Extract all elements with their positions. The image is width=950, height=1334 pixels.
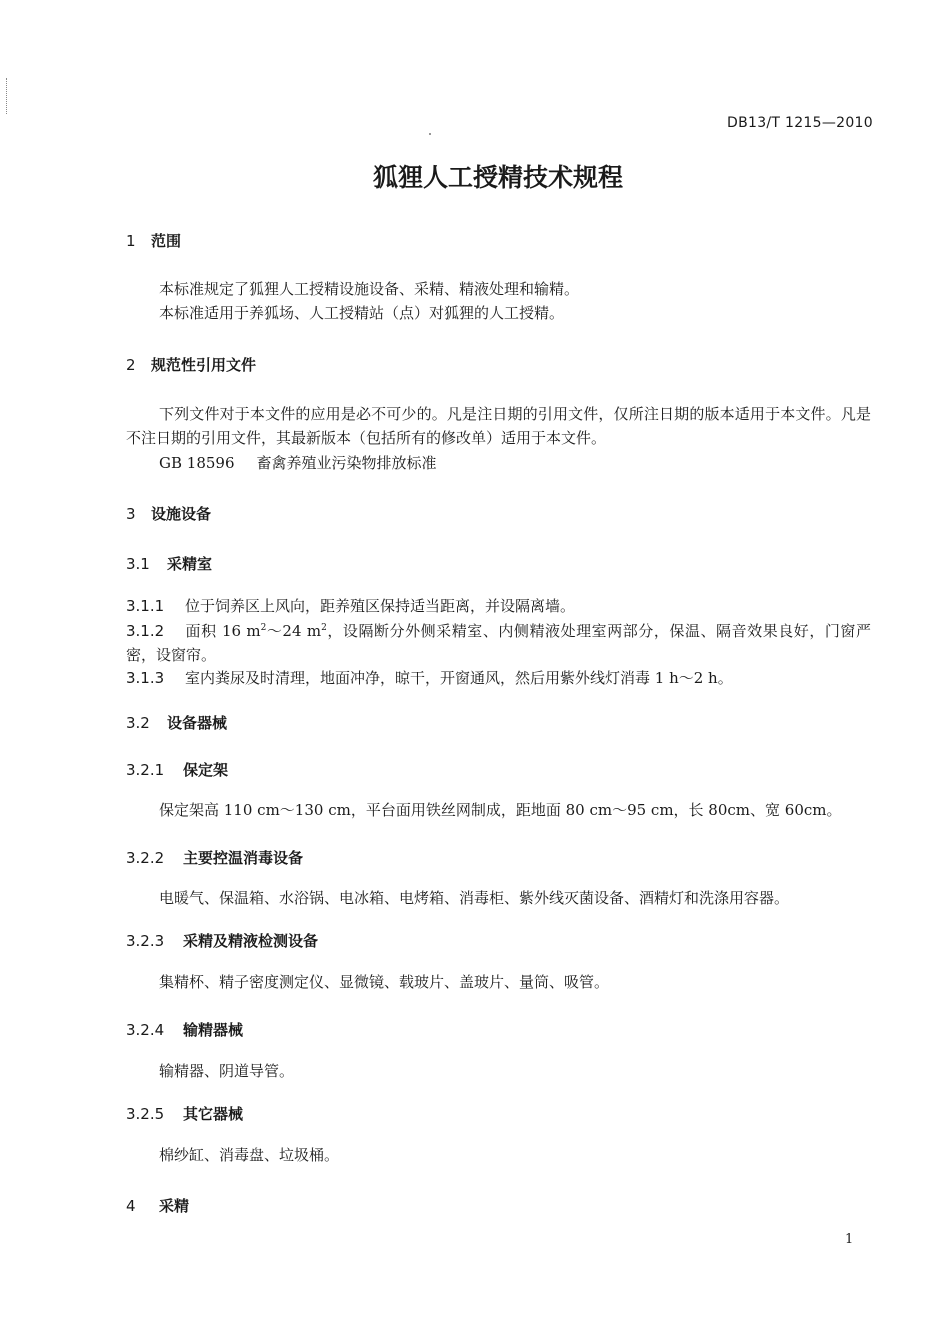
clause-number: 3.1.2 xyxy=(126,622,165,640)
document-number: DB13/T 1215—2010 xyxy=(727,115,873,131)
clause-3-1-1 xyxy=(126,595,575,616)
section-title: 规范性引用文件 xyxy=(151,356,257,374)
section-title: 设施设备 xyxy=(151,505,212,523)
section-heading-3-2-5 xyxy=(126,1103,243,1124)
section-title: 采精 xyxy=(159,1197,190,1215)
reference-entry xyxy=(159,452,437,473)
section-heading-1 xyxy=(126,230,181,251)
scan-dust-dot xyxy=(429,133,431,135)
reference-code: GB 18596 xyxy=(159,454,235,472)
clause-text: 室内粪尿及时清理，地面冲净，晾干，开窗通风，然后用紫外线灯消毒 1 h～2 h。 xyxy=(185,669,733,687)
section-title: 主要控温消毒设备 xyxy=(183,849,304,867)
section-heading-3-1 xyxy=(126,553,212,574)
restraint-frame-spec: 保定架高 110 cm～130 cm，平台面用铁丝网制成，距地面 80 cm～95 cm，长 80cm、宽 60cm。 xyxy=(159,801,842,819)
section-heading-4 xyxy=(126,1195,189,1216)
section-heading-3 xyxy=(126,503,211,524)
section-heading-3-2-4 xyxy=(126,1019,243,1040)
section-number: 3.2 xyxy=(126,714,150,732)
section-title: 范围 xyxy=(151,232,182,250)
clause-number: 3.1.3 xyxy=(126,669,165,687)
clause-text-mid: ～24 m xyxy=(266,622,322,640)
section-number: 3.1 xyxy=(126,555,150,573)
clause-number: 3.1.1 xyxy=(126,597,165,615)
section-number: 3.2.5 xyxy=(126,1105,165,1123)
scope-paragraph-1: 本标准规定了狐狸人工授精设施设备、采精、精液处理和输精。 xyxy=(159,280,580,298)
section-number: 3 xyxy=(126,505,136,523)
section-number: 1 xyxy=(126,232,136,250)
section-title: 其它器械 xyxy=(183,1105,244,1123)
section-title: 采精室 xyxy=(167,555,213,573)
normative-references-paragraph: 下列文件对于本文件的应用是必不可少的。凡是注日期的引用文件，仅所注日期的版本适用于本文件。凡是不注日期的引用文件，其最新版本（包括所有的修改单）适用于本文件。 xyxy=(126,405,871,447)
section-number: 3.2.3 xyxy=(126,932,165,950)
disinfection-equipment-list: 电暖气、保温箱、水浴锅、电冰箱、电烤箱、消毒柜、紫外线灭菌设备、酒精灯和洗涤用容器。 xyxy=(159,889,790,907)
reference-title: 畜禽养殖业污染物排放标准 xyxy=(256,454,437,472)
section-title: 保定架 xyxy=(183,761,229,779)
section-number: 2 xyxy=(126,356,136,374)
section-number: 3.2.1 xyxy=(126,761,165,779)
clause-3-1-3 xyxy=(126,667,733,688)
section-heading-3-2-2 xyxy=(126,847,303,868)
other-equipment-list: 棉纱缸、消毒盘、垃圾桶。 xyxy=(159,1146,340,1164)
section-title: 采精及精液检测设备 xyxy=(183,932,319,950)
section-number: 4 xyxy=(126,1197,136,1215)
clause-text-end: ，设隔断分外侧采精室、内侧精液处理室两部分，保温、隔音效果良好，门窗严密，设窗帘。 xyxy=(126,622,871,664)
superscript: 2 xyxy=(260,623,267,633)
semen-testing-equipment-list: 集精杯、精子密度测定仪、显微镜、载玻片、盖玻片、量筒、吸管。 xyxy=(159,973,610,991)
page-number: 1 xyxy=(845,1232,854,1247)
superscript: 2 xyxy=(321,623,327,633)
section-heading-3-2 xyxy=(126,712,227,733)
page-title: 狐狸人工授精技术规程 xyxy=(372,163,623,192)
section-heading-3-2-1 xyxy=(126,759,228,780)
insemination-equipment-list: 输精器、阴道导管。 xyxy=(159,1062,295,1080)
section-number: 3.2.2 xyxy=(126,849,165,867)
clause-text: 位于饲养区上风向，距养殖区保持适当距离，并设隔离墙。 xyxy=(185,597,576,615)
section-heading-3-2-3 xyxy=(126,930,318,951)
clause-text-start: 面积 16 m xyxy=(185,622,261,640)
scope-paragraph-2: 本标准适用于养狐场、人工授精站（点）对狐狸的人工授精。 xyxy=(159,304,565,322)
section-heading-2 xyxy=(126,354,256,375)
section-number: 3.2.4 xyxy=(126,1021,165,1039)
section-title: 设备器械 xyxy=(167,714,228,732)
scan-edge-mark xyxy=(6,78,8,114)
section-title: 输精器械 xyxy=(183,1021,244,1039)
clause-3-1-2 xyxy=(126,619,871,667)
